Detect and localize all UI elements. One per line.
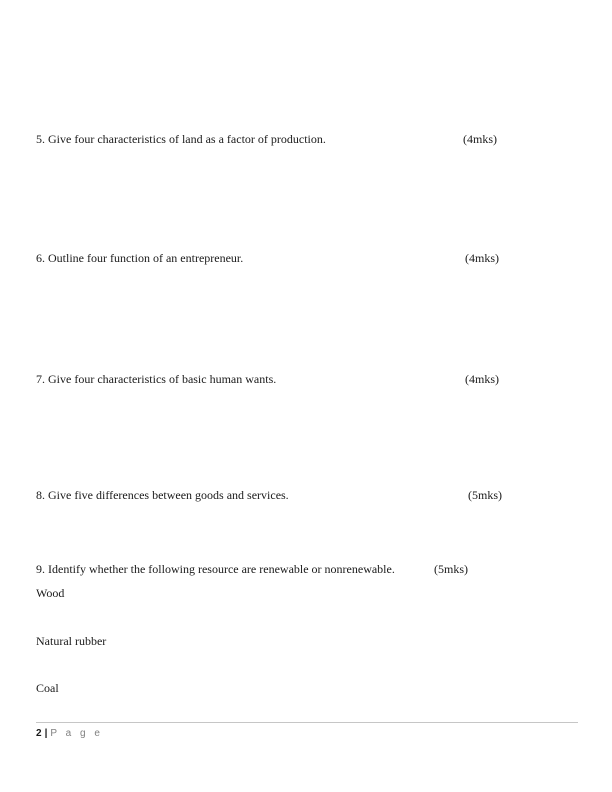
resource-item-wood <box>36 586 578 601</box>
question-7 <box>36 372 578 387</box>
question-6 <box>36 251 578 266</box>
question-8-text: 8. Give five differences between goods and services. <box>36 488 289 502</box>
page-footer <box>36 728 103 739</box>
question-5-text: 5. Give four characteristics of land as a factor of production. <box>36 132 326 146</box>
question-5 <box>36 132 578 147</box>
question-9-text: 9. Identify whether the following resource are renewable or nonrenewable. <box>36 562 395 576</box>
question-8-marks: (5mks) <box>468 488 502 502</box>
resource-label: Natural rubber <box>36 634 107 648</box>
question-9-marks: (5mks) <box>434 562 468 576</box>
footer-divider <box>36 722 578 723</box>
footer-page-label: P a g e <box>50 728 103 739</box>
resource-item-coal <box>36 681 578 696</box>
resource-label: Wood <box>36 586 65 600</box>
question-7-text: 7. Give four characteristics of basic human wants. <box>36 372 277 386</box>
question-5-marks: (4mks) <box>463 132 497 146</box>
question-6-text: 6. Outline four function of an entrepreneur. <box>36 251 244 265</box>
footer-separator: | <box>44 728 48 739</box>
resource-item-natural-rubber <box>36 634 578 649</box>
footer-page-number: 2 <box>36 728 42 739</box>
question-7-marks: (4mks) <box>465 372 499 386</box>
question-9 <box>36 562 578 577</box>
question-6-marks: (4mks) <box>465 251 499 265</box>
resource-label: Coal <box>36 681 59 695</box>
question-8 <box>36 488 578 503</box>
